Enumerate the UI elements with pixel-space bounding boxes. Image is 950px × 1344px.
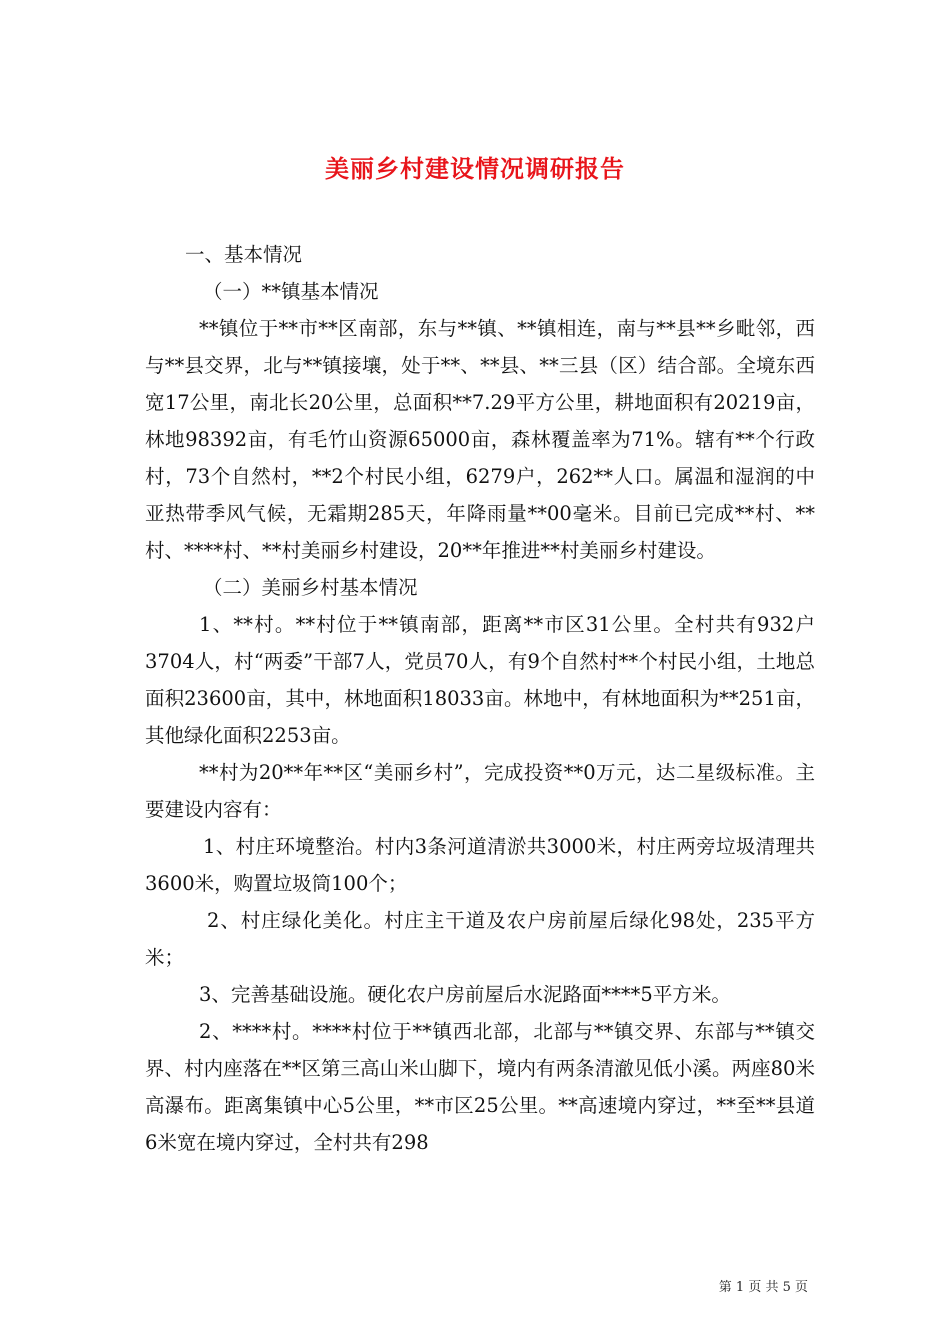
subsection-heading: （一）**镇基本情况 <box>203 280 379 303</box>
list-item: 3、完善基础设施。硬化农户房前屋后水泥路面****5平方米。 <box>199 983 731 1006</box>
paragraph: **村为20**年**区“美丽乡村”，完成投资**0万元，达二星级标准。主要建设内容有： <box>145 761 815 821</box>
list-item: 2、村庄绿化美化。村庄主干道及农户房前屋后绿化98处，235平方米； <box>145 909 815 969</box>
list-item: 1、村庄环境整治。村内3条河道清淤共3000米，村庄两旁垃圾清理共3600米，购置垃圾筒100个； <box>145 835 815 895</box>
subsection-heading: （二）美丽乡村基本情况 <box>203 576 418 599</box>
document-body <box>145 236 815 1161</box>
paragraph: **镇位于**市**区南部，东与**镇、**镇相连，南与**县**乡毗邻，西与**县交界，北与**镇接壤，处于**、**县、**三县（区）结合部。全境东西宽17公里，南北长20公里，总面积**7.29平方公里，耕地面积有20219亩，林地98392亩，有毛竹山资源65000亩，森林覆盖率为71%。辖有**个行政村，73个自然村，**2个村民小组，6279户，262**人口。属温和湿润的中亚热带季风气候，无霜期285天，年降雨量**00毫米。目前已完成**村、**村、****村、**村美丽乡村建设，20**年推进**村美丽乡村建设。 <box>145 317 815 562</box>
page-indicator: 第 1 页 共 5 页 <box>718 1280 808 1295</box>
document-title: 美丽乡村建设情况调研报告 <box>325 154 625 184</box>
paragraph: 2、****村。****村位于**镇西北部，北部与**镇交界、东部与**镇交界、村内座落在**区第三高山米山脚下，境内有两条清澈见低小溪。两座80米高瀑布。距离集镇中心5公里，**市区25公里。**高速境内穿过，**至**县道6米宽在境内穿过，全村共有298 <box>145 1020 815 1154</box>
section-heading: 一、基本情况 <box>185 243 303 266</box>
paragraph: 1、**村。**村位于**镇南部，距离**市区31公里。全村共有932户3704人，村“两委”干部7人，党员70人，有9个自然村**个村民小组，土地总面积23600亩，其中，林地面积18033亩。林地中，有林地面积为**251亩，其他绿化面积2253亩。 <box>145 613 815 747</box>
